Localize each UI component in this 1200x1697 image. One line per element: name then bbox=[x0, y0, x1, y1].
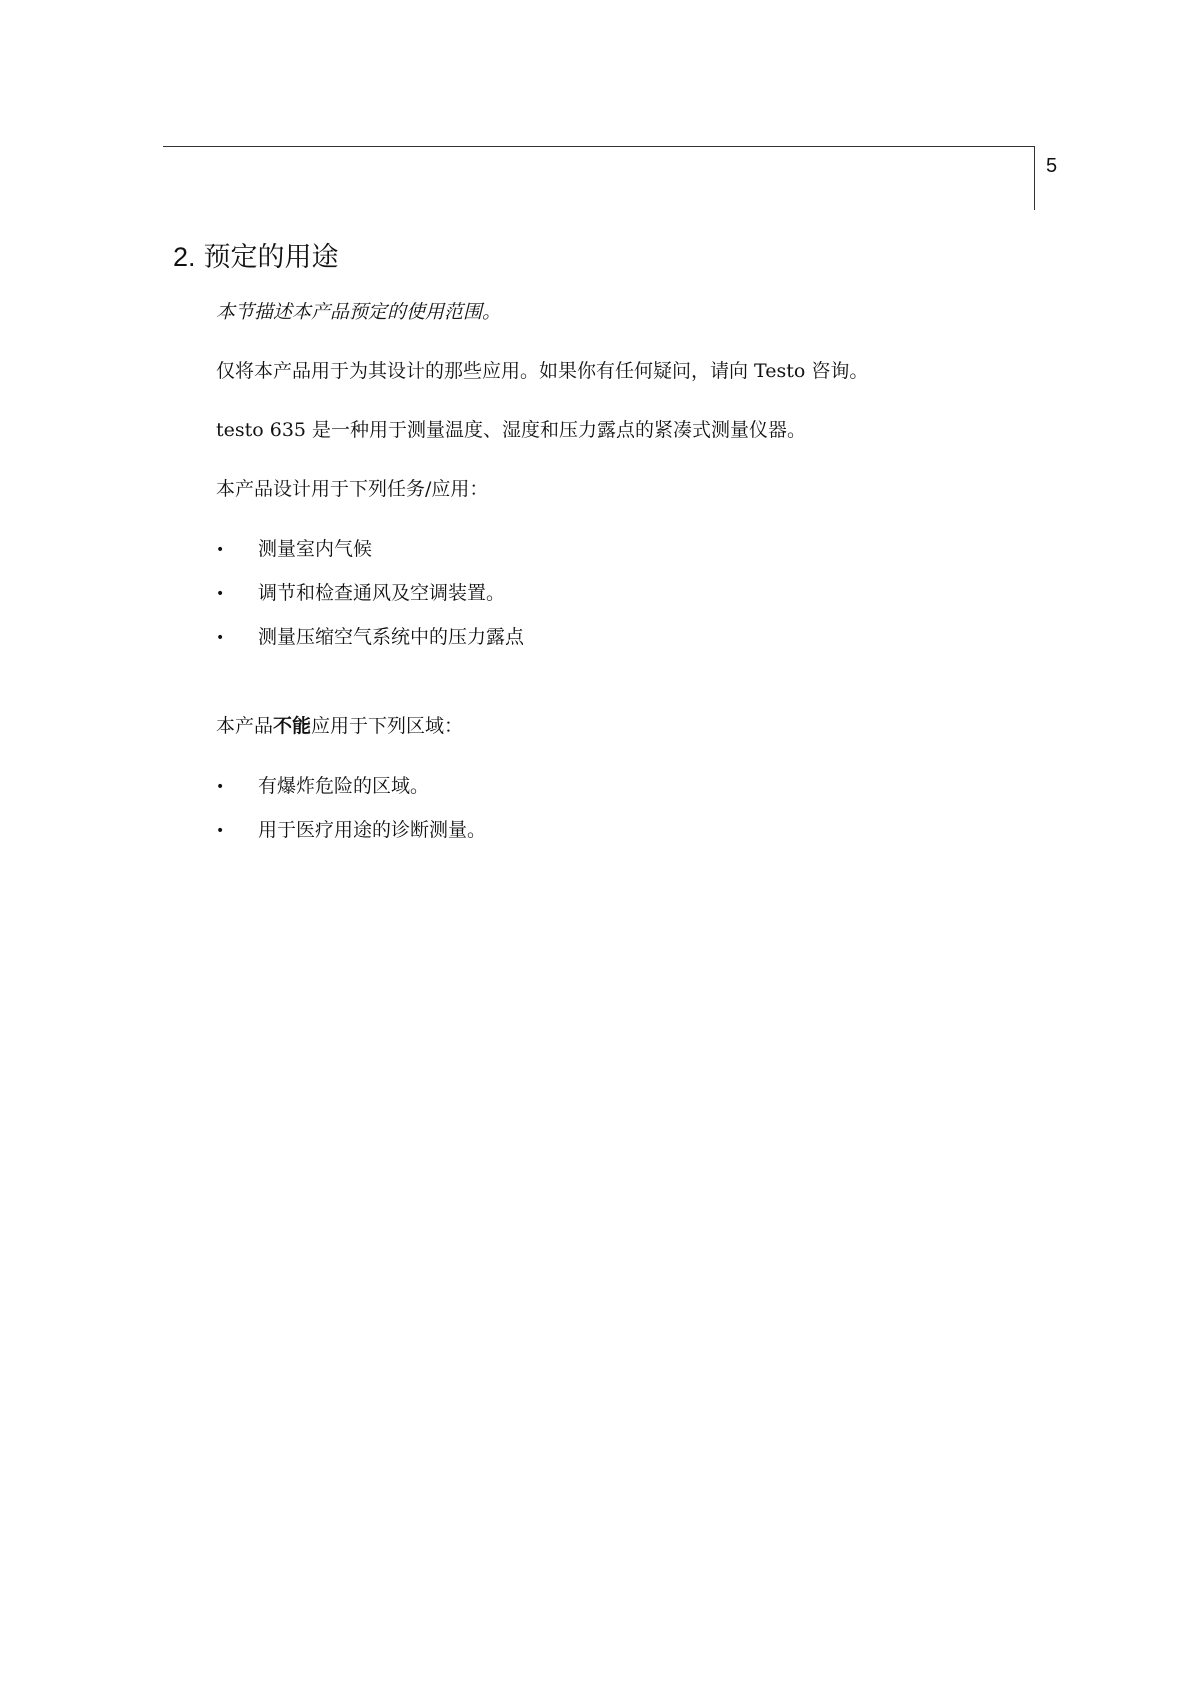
paragraph-intended-uses-intro: 本产品设计用于下列任务/应用： bbox=[216, 478, 489, 500]
section-heading bbox=[173, 239, 339, 275]
section-title: 预定的用途 bbox=[203, 242, 339, 272]
list-item-text: 有爆炸危险的区域。 bbox=[258, 775, 430, 797]
bullet-icon: • bbox=[216, 823, 225, 839]
restriction-emphasis: 不能 bbox=[273, 715, 312, 737]
page-number: 5 bbox=[1046, 155, 1058, 177]
list-item-text: 测量室内气候 bbox=[258, 538, 373, 560]
list-item-text: 用于医疗用途的诊断测量。 bbox=[258, 819, 487, 841]
header-vertical-rule bbox=[1034, 146, 1035, 210]
restriction-suffix: 应用于下列区域： bbox=[311, 715, 464, 737]
bullet-icon: • bbox=[216, 542, 225, 558]
section-intro: 本节描述本产品预定的使用范围。 bbox=[216, 301, 502, 323]
paragraph-restriction bbox=[216, 712, 463, 740]
list-item-text: 测量压缩空气系统中的压力露点 bbox=[258, 626, 525, 648]
paragraph-usage-note: 仅将本产品用于为其设计的那些应用。如果你有任何疑问，请向 Testo 咨询。 bbox=[216, 360, 869, 382]
section-number: 2. bbox=[173, 242, 196, 272]
bullet-icon: • bbox=[216, 630, 225, 646]
paragraph-product-description: testo 635 是一种用于测量温度、湿度和压力露点的紧凑式测量仪器。 bbox=[216, 419, 807, 441]
list-item-text: 调节和检查通风及空调装置。 bbox=[258, 582, 506, 604]
header-rule bbox=[163, 146, 1035, 147]
bullet-icon: • bbox=[216, 586, 225, 602]
bullet-icon: • bbox=[216, 779, 225, 795]
restriction-prefix: 本产品 bbox=[216, 715, 274, 737]
